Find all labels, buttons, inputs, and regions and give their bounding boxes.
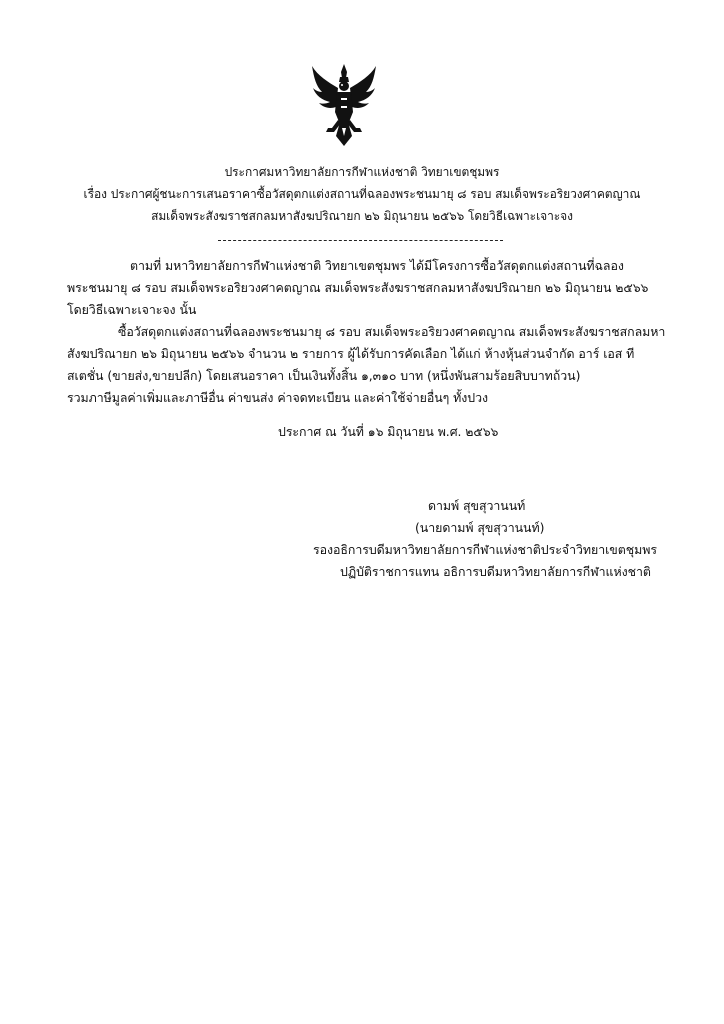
signatory-position-line-1: รองอธิการบดีมหาวิทยาลัยการกีฬาแห่งชาติประจำวิทยาเขตชุมพร <box>313 542 657 557</box>
signed-name: ดามพ์ สุขสุวานนท์ <box>428 498 526 513</box>
paragraph-2-line-4: รวมภาษีมูลค่าเพิ่มและภาษีอื่น ค่าขนส่ง ค่าจดทะเบียน และค่าใช้จ่ายอื่นๆ ทั้งปวง <box>67 390 488 405</box>
subject-line-1: เรื่อง ประกาศผู้ชนะการเสนอราคาซื้อวัสดุตกแต่งสถานที่ฉลองพระชนมายุ ๘ รอบ สมเด็จพระอริยวงศาคตญาณ <box>83 187 641 201</box>
paragraph-2-line-1: ซื้อวัสดุตกแต่งสถานที่ฉลองพระชนมายุ ๘ รอบ สมเด็จพระอริยวงศาคตญาณ สมเด็จพระสังฆราชสกลมหา <box>118 324 666 339</box>
paragraph-2-line-2: สังฆปริณายก ๒๖ มิถุนายน ๒๕๖๖ จำนวน ๒ รายการ ผู้ได้รับการคัดเลือก ได้แก่ ห้างหุ้นส่วนจำกัด อาร์ เอส ที <box>67 346 635 361</box>
announcement-title: ประกาศมหาวิทยาลัยการกีฬาแห่งชาติ วิทยาเขตชุมพร <box>224 165 500 179</box>
header-divider <box>218 240 503 241</box>
subject-line-2: สมเด็จพระสังฆราชสกลมหาสังฆปริณายก ๒๖ มิถุนายน ๒๕๖๖ โดยวิธีเฉพาะเจาะจง <box>151 209 573 223</box>
paragraph-1-line-3: โดยวิธีเฉพาะเจาะจง นั้น <box>67 302 197 317</box>
paragraph-1-line-1: ตามที่ มหาวิทยาลัยการกีฬาแห่งชาติ วิทยาเขตชุมพร ได้มีโครงการซื้อวัสดุตกแต่งสถานที่ฉลอง <box>130 258 624 273</box>
announcement-date: ประกาศ ณ วันที่ ๑๖ มิถุนายน พ.ศ. ๒๕๖๖ <box>278 424 499 439</box>
garuda-emblem-icon <box>310 62 378 148</box>
paragraph-1-line-2: พระชนมายุ ๘ รอบ สมเด็จพระอริยวงศาคตญาณ สมเด็จพระสังฆราชสกลมหาสังฆปริณายก ๒๖ มิถุนายน ๒๕๖๖ <box>67 280 649 295</box>
signatory-position-line-2: ปฏิบัติราชการแทน อธิการบดีมหาวิทยาลัยการกีฬาแห่งชาติ <box>340 564 651 579</box>
paragraph-2-line-3: สเตชั่น (ขายส่ง,ขายปลีก) โดยเสนอราคา เป็นเงินทั้งสิ้น ๑,๓๑๐ บาท (หนึ่งพันสามร้อยสิบบาทถ้วน) <box>67 368 581 383</box>
signatory-full-name: (นายดามพ์ สุขสุวานนท์) <box>415 520 545 535</box>
